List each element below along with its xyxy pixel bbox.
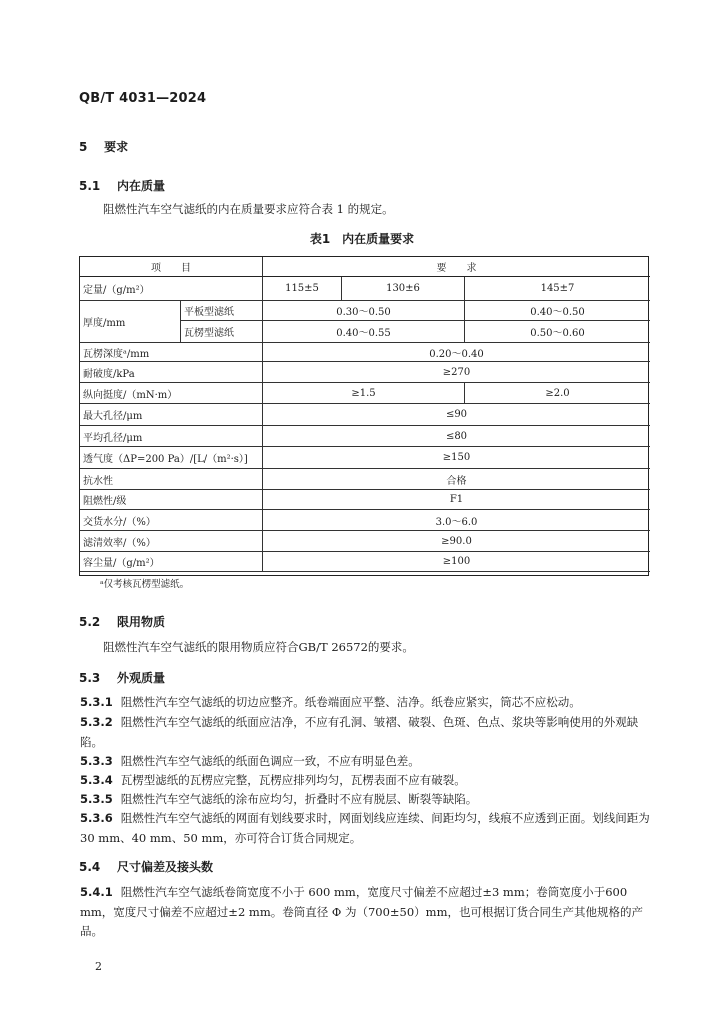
table-cell: ≤90 [263,404,650,426]
table-cell: 130±6 [342,277,465,301]
table-cell: 平板型滤纸 [181,301,263,321]
section-5-heading [79,138,128,155]
table-cell: 厚度/mm [80,301,181,343]
clause-text: 阻燃性汽车空气滤纸的切边应整齐。纸卷端面应平整、洁净。纸卷应紧实，筒芯不应松动。 [120,695,581,709]
clause-5-3-3 [80,752,654,772]
clause-5-3-4 [80,771,654,791]
table-cell: 最大孔径/μm [80,404,263,426]
table-cell: 交货水分/（%） [80,510,263,531]
table-cell: 容尘量/（g/m²） [80,552,263,572]
section-5-1-number: 5.1 [79,179,101,193]
quality-requirements-table [79,256,649,590]
clause-number: 5.3.5 [80,792,113,806]
table-cell: ≥90.0 [263,531,650,552]
table-cell: 滤清效率/（%） [80,531,263,552]
section-5-title: 要求 [104,140,129,154]
section-5-1-text: 阻燃性汽车空气滤纸的内在质量要求应符合表 1 的规定。 [103,202,394,216]
section-5-3-title: 外观质量 [116,671,165,685]
section-5-3-number: 5.3 [79,671,101,685]
section-5-2-title: 限用物质 [116,615,165,629]
clause-text: 瓦楞型滤纸的瓦楞应完整，瓦楞应排列均匀，瓦楞表面不应有破裂。 [120,773,466,787]
section-5-2-text: 阻燃性汽车空气滤纸的限用物质应符合GB/T 26572的要求。 [103,640,414,654]
section-5-4-number: 5.4 [79,860,101,874]
table-header-item: 项 目 [80,257,263,277]
clause-number: 5.3.4 [80,773,113,787]
section-5-number: 5 [79,140,88,154]
clause-5-4-1 [80,883,654,942]
section-5-1-title: 内在质量 [116,179,165,193]
clause-text: 阻燃性汽车空气滤纸的纸面色调应一致，不应有明显色差。 [120,754,420,768]
clause-text: 阻燃性汽车空气滤纸的纸面应洁净，不应有孔洞、皱褶、破裂、色斑、色点、浆块等影响使用的外观缺陷。 [80,715,639,749]
section-5-2-heading [79,613,165,630]
table-cell: 0.40～0.50 [465,301,650,321]
table-footnote: ᵃ仅考核瓦楞型滤纸。 [100,578,190,590]
section-5-4-title: 尺寸偏差及接头数 [116,860,213,874]
table-caption: 表1 内在质量要求 [309,232,415,246]
table-cell: 145±7 [465,277,650,301]
table-cell: ≥100 [263,552,650,572]
clause-5-3-1 [80,693,654,713]
table-cell: 定量/（g/m²） [80,277,263,301]
table-header-requirement: 要 求 [263,257,650,277]
table-cell: 115±5 [263,277,342,301]
clause-number: 5.3.6 [80,811,113,825]
page-number: 2 [95,960,102,973]
table-cell: 瓦楞深度ᵃ/mm [80,343,263,362]
clause-number: 5.3.1 [80,695,113,709]
table-cell: 阻燃性/级 [80,490,263,510]
clause-number: 5.3.2 [80,715,113,729]
table-cell: 瓦楞型滤纸 [181,321,263,343]
section-5-4-heading [79,858,213,875]
table-cell: ≥1.5 [263,383,465,404]
table-cell: ≥2.0 [465,383,650,404]
clause-text: 阻燃性汽车空气滤纸的涂布应均匀，折叠时不应有脱层、断裂等缺陷。 [120,792,478,806]
table-cell: 0.20～0.40 [263,343,650,362]
table-cell: 抗水性 [80,469,263,490]
section-5-1-heading [79,177,165,194]
table-cell: 透气度（ΔP=200 Pa）/[L/（m²·s）] [80,447,263,469]
section-5-3-heading [79,669,165,686]
table-cell: 3.0～6.0 [263,510,650,531]
clause-text: 阻燃性汽车空气滤纸的网面有划线要求时，网面划线应连续、间距均匀，线痕不应透到正面。划线间距为30 mm、40 mm、50 mm，亦可符合订货合同规定。 [80,811,650,845]
clause-number: 5.4.1 [80,885,113,899]
document-code: QB/T 4031—2024 [79,91,207,106]
table-cell: 耐破度/kPa [80,362,263,383]
table-cell: F1 [263,490,650,510]
table-cell: ≥150 [263,447,650,469]
table-cell: ≥270 [263,362,650,383]
clause-5-3-6 [80,809,654,848]
table-cell: 0.30～0.50 [263,301,465,321]
section-5-2-number: 5.2 [79,615,101,629]
table-cell: 0.50～0.60 [465,321,650,343]
clause-5-3-5 [80,790,654,810]
table-cell: 纵向挺度/（mN·m） [80,383,263,404]
table-cell: 合格 [263,469,650,490]
clause-number: 5.3.3 [80,754,113,768]
table-cell: ≤80 [263,426,650,447]
clause-text: 阻燃性汽车空气滤纸卷筒宽度不小于 600 mm，宽度尺寸偏差不应超过±3 mm；卷筒宽度小于600 mm，宽度尺寸偏差不应超过±2 mm。卷筒直径 Φ 为（700±50）mm，也可根据订货合同生产其他规格的产品。 [80,885,643,938]
table-cell: 0.40～0.55 [263,321,465,343]
clause-5-3-2 [80,713,654,752]
table-cell: 平均孔径/μm [80,426,263,447]
